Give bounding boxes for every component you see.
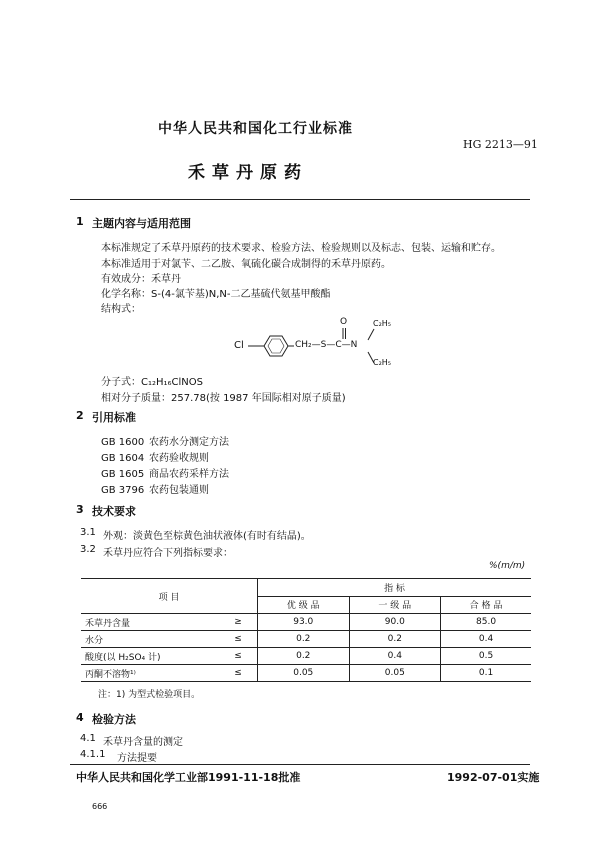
row-value: 0.2 (258, 648, 350, 665)
row-name: 水分 (81, 631, 219, 648)
section-4-number: 4 (76, 711, 84, 724)
row-sign: ≤ (219, 631, 258, 648)
row-value: 85.0 (441, 614, 531, 631)
page-number: 666 (92, 802, 108, 811)
clause-4-1-number: 4.1 (80, 733, 96, 744)
reference-code: GB 1604 (101, 453, 145, 464)
row-value: 0.2 (258, 631, 350, 648)
reference-title: 商品农药采样方法 (149, 469, 229, 480)
reference-item (101, 433, 229, 448)
clause-4-1-1-number: 4.1.1 (80, 749, 106, 760)
section-1-paragraph-1: 本标准规定了禾草丹原药的技术要求、检验方法、检验规则以及标志、包装、运输和贮存。 (101, 243, 501, 254)
clause-3-2-text: 禾草丹应符合下列指标要求： (103, 548, 233, 559)
row-name: 禾草丹含量 (81, 614, 219, 631)
row-sign: ≥ (219, 614, 258, 631)
structure-label: 结构式： (101, 304, 141, 315)
section-1-number: 1 (76, 215, 84, 228)
chlorine-atom: Cl (234, 340, 244, 351)
formula-chain: CH₂—S—C—N (295, 340, 358, 350)
standard-number: HG 2213—91 (463, 138, 538, 151)
reference-item (101, 481, 209, 496)
footer-divider (70, 764, 530, 765)
clause-3-2-number: 3.2 (80, 544, 96, 555)
section-2-heading: 引用标准 (92, 411, 136, 424)
ethyl-group-top: C₂H₅ (373, 319, 392, 328)
grade-first: 一 级 品 (349, 596, 441, 614)
structural-formula (230, 316, 410, 380)
unit-label: %(m/m) (489, 561, 526, 571)
table-header-row (81, 579, 531, 597)
section-2-number: 2 (76, 409, 84, 422)
chemical-name: 化学名称：S-(4-氯苄基)N,N-二乙基硫代氨基甲酸酯 (101, 289, 331, 300)
item-header: 项 目 (81, 579, 258, 614)
reference-item (101, 465, 229, 480)
section-4-heading: 检验方法 (92, 713, 136, 726)
molecular-weight: 相对分子质量：257.78(按 1987 年国际相对原子质量) (101, 393, 346, 404)
table-row (81, 665, 531, 682)
standard-title: 中华人民共和国化工行业标准 (158, 121, 353, 137)
ethyl-group-bottom: C₂H₅ (373, 358, 392, 367)
index-header: 指 标 (258, 579, 532, 597)
clause-4-1-1-text: 方法提要 (117, 753, 157, 764)
header-divider (70, 199, 530, 200)
implementation-date: 1992-07-01实施 (447, 771, 540, 784)
section-3-heading: 技术要求 (92, 505, 136, 518)
reference-code: GB 1605 (101, 469, 145, 480)
specification-table (81, 578, 531, 682)
molecular-formula: 分子式：C₁₂H₁₆ClNOS (101, 377, 203, 388)
reference-title: 农药水分测定方法 (149, 437, 229, 448)
table-row (81, 614, 531, 631)
row-name: 酸度(以 H₂SO₄ 计) (81, 648, 219, 665)
table-row (81, 631, 531, 648)
row-value: 0.4 (441, 631, 531, 648)
row-value: 0.4 (349, 648, 441, 665)
row-value: 90.0 (349, 614, 441, 631)
grade-premium: 优 级 品 (258, 596, 350, 614)
table-row (81, 648, 531, 665)
row-value: 93.0 (258, 614, 350, 631)
approval-text: 中华人民共和国化学工业部1991-11-18批准 (76, 771, 301, 784)
row-value: 0.1 (441, 665, 531, 682)
section-1-paragraph-2: 本标准适用于对氯苄、二乙胺、氧硫化碳合成制得的禾草丹原药。 (101, 259, 391, 270)
active-ingredient: 有效成分：禾草丹 (101, 274, 181, 285)
row-value: 0.5 (441, 648, 531, 665)
reference-item (101, 449, 209, 464)
document-title: 禾草丹原药 (188, 163, 308, 183)
reference-title: 农药包装通则 (149, 485, 209, 496)
reference-title: 农药验收规则 (149, 453, 209, 464)
table-note: 注：1) 为型式检验项目。 (98, 690, 201, 700)
section-3-number: 3 (76, 503, 84, 516)
clause-4-1-text: 禾草丹含量的测定 (103, 737, 183, 748)
row-sign: ≤ (219, 665, 258, 682)
reference-code: GB 3796 (101, 485, 145, 496)
row-sign: ≤ (219, 648, 258, 665)
clause-3-1-number: 3.1 (80, 527, 96, 538)
row-value: 0.2 (349, 631, 441, 648)
grade-qualified: 合 格 品 (441, 596, 531, 614)
row-value: 0.05 (258, 665, 350, 682)
section-1-heading: 主题内容与适用范围 (92, 217, 191, 230)
row-value: 0.05 (349, 665, 441, 682)
carbonyl-oxygen: O (340, 317, 348, 327)
row-name: 丙酮不溶物¹⁾ (81, 665, 219, 682)
reference-code: GB 1600 (101, 437, 145, 448)
clause-3-1-text: 外观：淡黄色至棕黄色油状液体(有时有结晶)。 (103, 531, 311, 542)
